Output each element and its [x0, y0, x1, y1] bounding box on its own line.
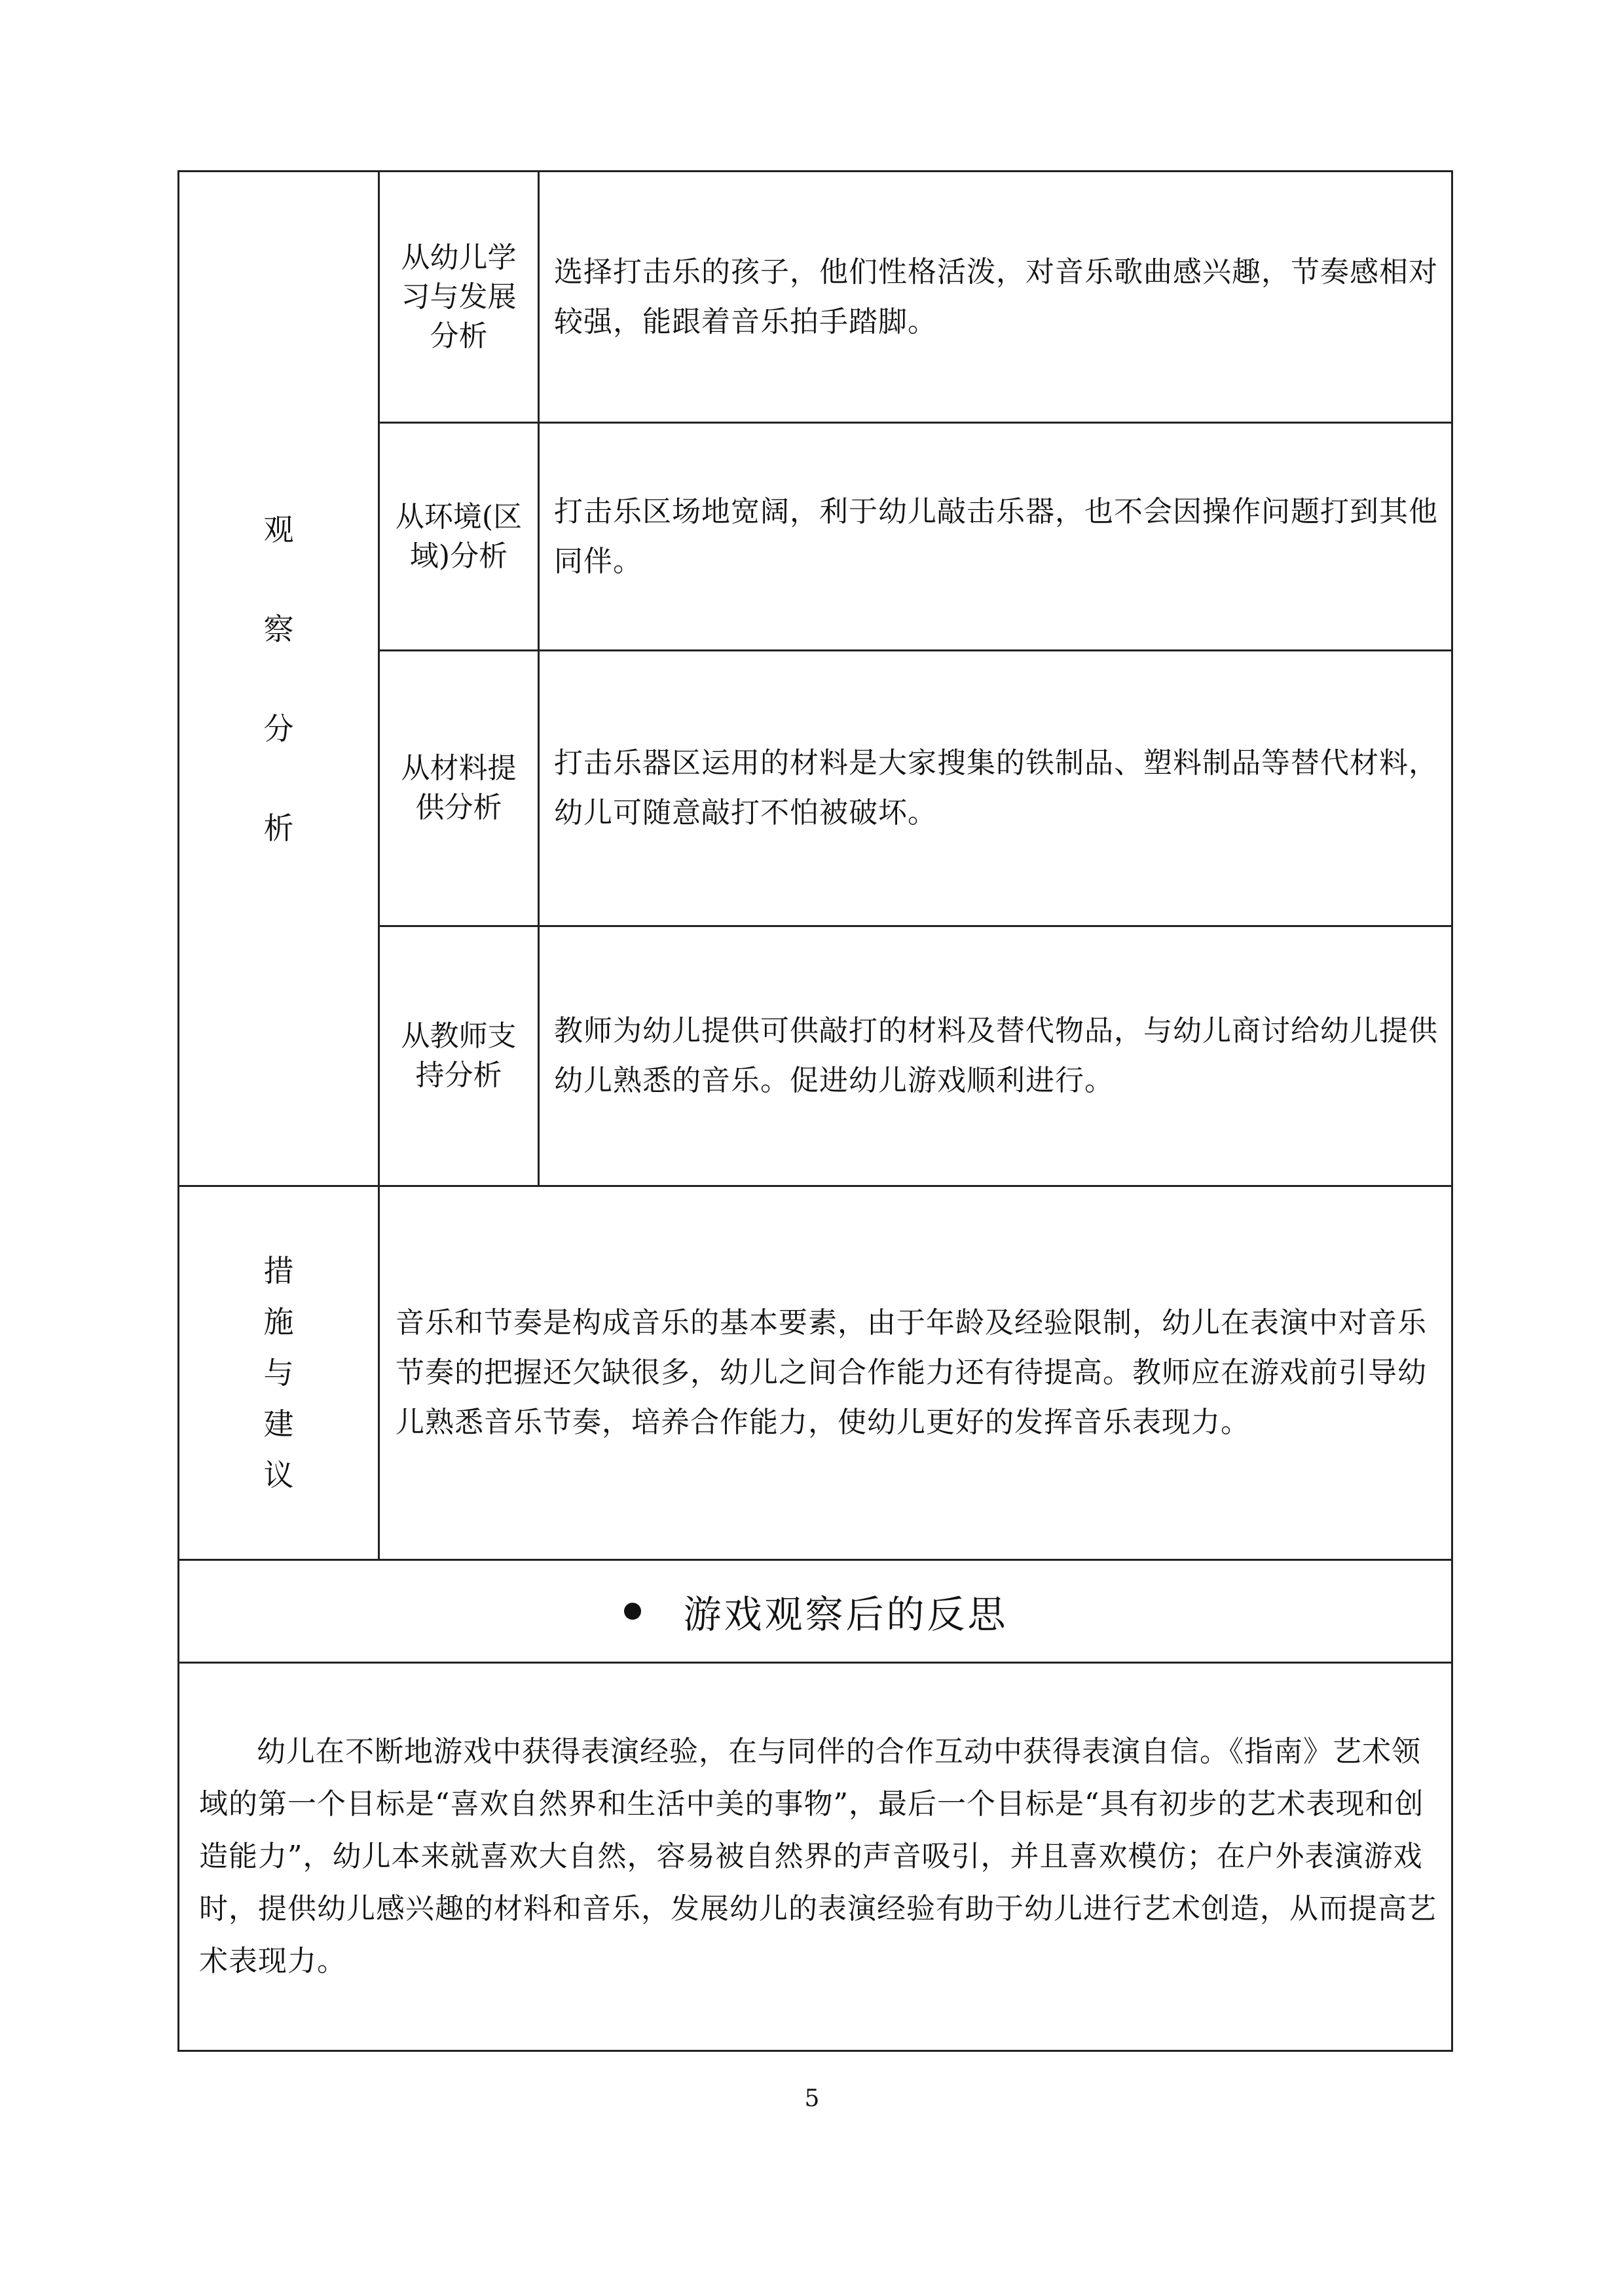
label-line: 分析 [430, 319, 488, 353]
label-line: 从环境(区 [395, 500, 523, 534]
observation-analysis-label [179, 172, 378, 1185]
observation-table [177, 170, 1453, 2052]
cell-text: 选择打击乐的孩子，他们性格活泼，对音乐歌曲感兴趣，节奏感相对较强，能跟着音乐拍手踏脚。 [554, 255, 1438, 338]
cell-text: 音乐和节奏是构成音乐的基本要素，由于年龄及经验限制，幼儿在表演中对音乐节奏的把握还欠缺很多，幼儿之间合作能力还有待提高。教师应在游戏前引导幼儿熟悉音乐节奏，培养合作能力，使幼儿更好的发挥音乐表现力。 [396, 1306, 1427, 1439]
page-number: 5 [804, 2085, 820, 2112]
label-char: 建 [263, 1406, 294, 1442]
label-char: 施 [263, 1304, 294, 1339]
label-line: 持分析 [415, 1059, 502, 1092]
reflection-heading-text: 游戏观察后的反思 [683, 1592, 1008, 1637]
measures-label [179, 1187, 378, 1559]
cell-text: 打击乐器区运用的材料是大家搜集的铁制品、塑料制品等替代材料，幼儿可随意敲打不怕被破坏。 [554, 746, 1438, 829]
cell-text: 教师为幼儿提供可供敲打的材料及替代物品，与幼儿商讨给幼儿提供幼儿熟悉的音乐。促进幼儿游戏顺利进行。 [554, 1014, 1438, 1097]
row-label-materials [380, 651, 538, 925]
divider [378, 1185, 380, 1559]
row-text-teacher-support [554, 927, 1438, 1185]
row-text-child-learning [554, 172, 1438, 422]
reflection-text: 幼儿在不断地游戏中获得表演经验，在与同伴的合作互动中获得表演自信。《指南》艺术领域的第一个目标是“喜欢自然界和生活中美的事物”，最后一个目标是“具有初步的艺术表现和创造能力”，幼儿本来就喜欢大自然，容易被自然界的声音吸引，并且喜欢模仿；在户外表演游戏时，提供幼儿感兴趣的材料和音乐，发展幼儿的表演经验有助于幼儿进行艺术创造，从而提高艺术表现力。 [199, 1735, 1437, 1978]
label-char: 察 [263, 611, 294, 647]
row-label-child-learning [380, 172, 538, 422]
label-line: 从幼儿学 [401, 240, 517, 274]
cell-text: 打击乐区场地宽阔，利于幼儿敲击乐器，也不会因操作问题打到其他同伴。 [554, 494, 1438, 578]
label-line: 供分析 [415, 791, 502, 824]
label-char: 与 [263, 1355, 294, 1391]
label-line: 从教师支 [401, 1019, 517, 1053]
measures-text [396, 1187, 1438, 1559]
divider [538, 172, 540, 1185]
row-text-environment [554, 424, 1438, 649]
label-line: 域)分析 [409, 539, 508, 573]
row-label-teacher-support [380, 927, 538, 1185]
label-line: 从材料提 [401, 752, 517, 785]
label-char: 议 [263, 1457, 294, 1493]
bullet-icon [624, 1603, 641, 1620]
label-line: 习与发展 [401, 280, 517, 314]
label-char: 分 [263, 710, 294, 746]
label-char: 措 [263, 1253, 294, 1288]
reflection-body [199, 1664, 1437, 2050]
reflection-heading [179, 1561, 1453, 1662]
label-char: 析 [263, 810, 294, 846]
row-label-environment [380, 424, 538, 649]
row-text-materials [554, 651, 1438, 925]
label-char: 观 [263, 511, 294, 547]
